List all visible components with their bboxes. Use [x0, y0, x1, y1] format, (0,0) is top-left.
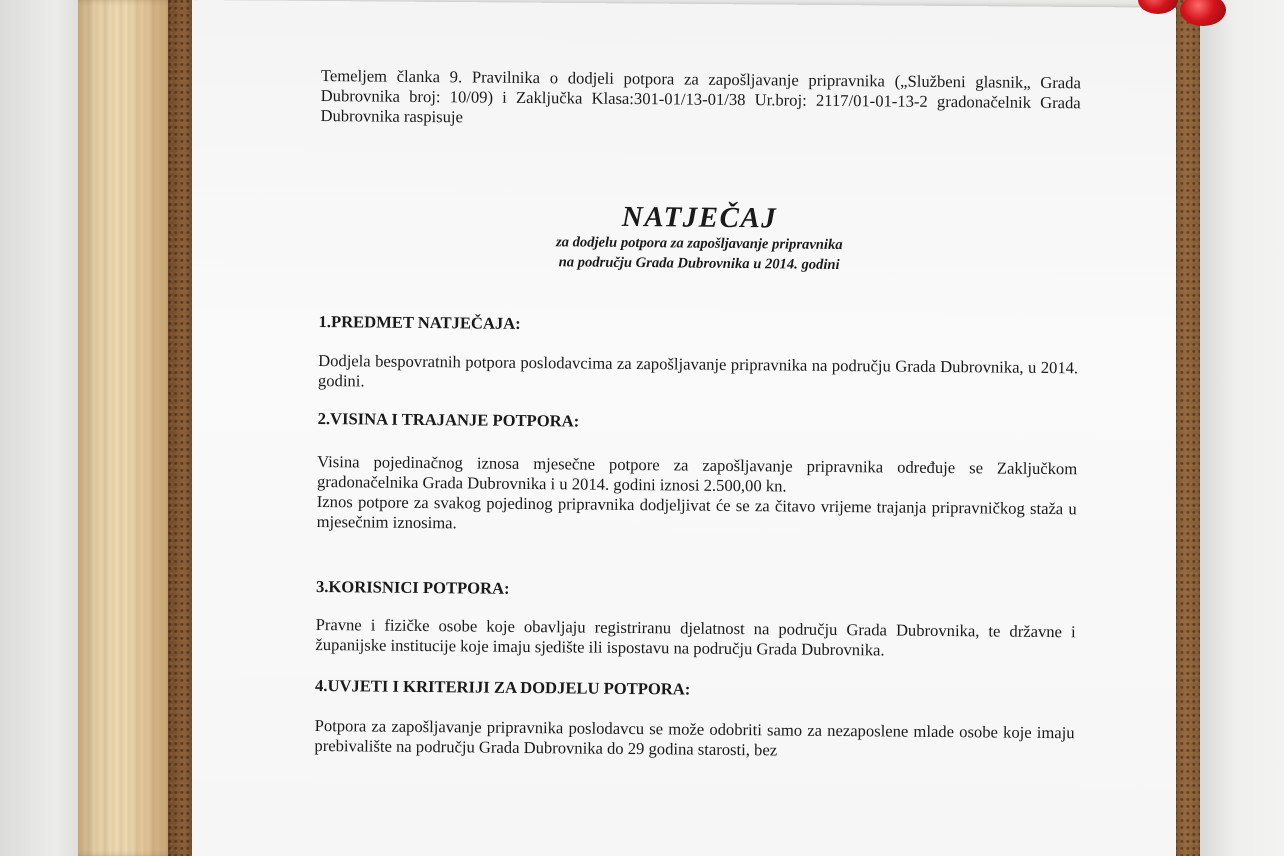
document-subtitle-line-1: za dodjelu potpora za zapošljavanje pripravnika [555, 234, 843, 254]
section-body-beneficiaries: Pravne i fizičke osobe koje obavljaju registriranu djelatnost na području Grada Dubrovnika, te državne i županijske institucije koje imaju sjedište ili ispostavu na području Grada Dubrovnika. [315, 614, 1076, 660]
notice-document [314, 66, 1081, 763]
document-subtitle-line-2: na području Grada Dubrovnika u 2014. godini [558, 254, 840, 273]
wooden-frame [78, 0, 176, 856]
section-heading-beneficiaries: 3.KORISNICI POTPORA: [315, 576, 510, 598]
intro-paragraph: Temeljem članka 9. Pravilnika o dodjeli potpora za zapošljavanje pripravnika („Službeni glasnik„ Grada Dubrovnika broj: 10/09) i Zaključka Klasa:301-01/13-01/38 Ur.broj: 2117/01-01-13-2 gradonačelnik Grada Dubrovnika raspisuje [320, 66, 1081, 127]
section-body-conditions: Potpora za zapošljavanje pripravnika poslodavcu se može odobriti samo za nezaposlene mlade osobe koje imaju prebivalište na području Grada Dubrovnika do 29 godina starosti, bez [314, 715, 1075, 760]
section-body-duration: Iznos potpore za svakog pojedinog pripravnika dodjeljivat će se za čitavo vrijeme trajanja pripravničkog staža u mjesečnim iznosima. [316, 491, 1077, 533]
wall-left [0, 0, 80, 856]
wall-right [1200, 0, 1284, 856]
document-title: NATJEČAJ [621, 200, 778, 235]
section-heading-subject: 1.PREDMET NATJEČAJA: [318, 311, 521, 333]
section-heading-amount-duration: 2.VISINA I TRAJANJE POTPORA: [317, 408, 580, 431]
section-body-amount: Visina pojedinačnog iznosa mjesečne potpore za zapošljavanje pripravnika određuje se Zaključkom gradonačelnika Grada Dubrovnika i u 2014. godini iznosi 2.500,00 kn. [316, 451, 1078, 496]
section-body-subject: Dodjela bespovratnih potpora poslodavcima za zapošljavanje pripravnika na području Grada Dubrovnika, u 2014. godini. [317, 350, 1079, 391]
section-heading-conditions: 4.UVJETI I KRITERIJI ZA DODJELU POTPORA: [314, 675, 691, 699]
